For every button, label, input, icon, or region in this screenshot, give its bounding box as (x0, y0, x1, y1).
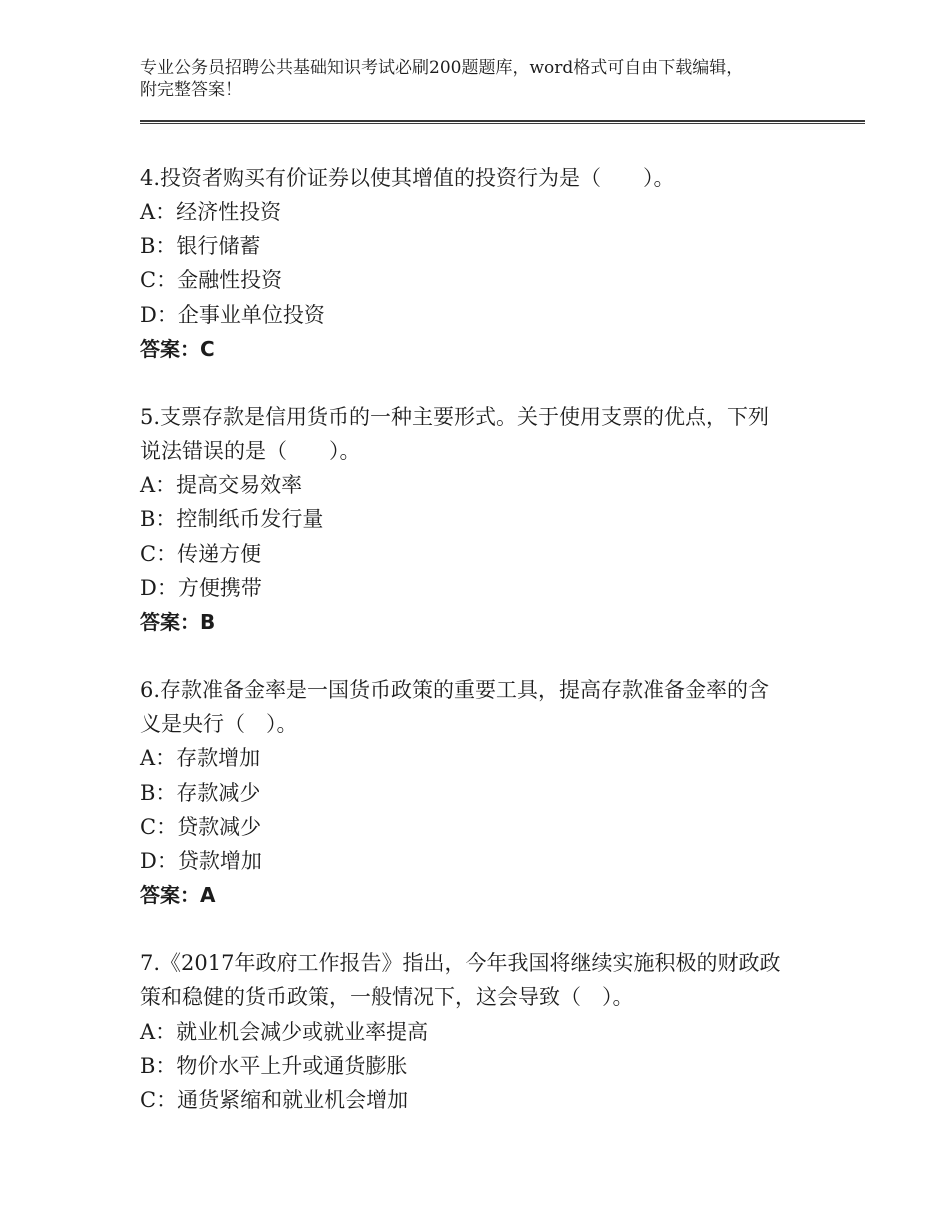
answer-line: 答案：A (140, 882, 216, 907)
option-d: D：企事业单位投资 (140, 302, 325, 327)
question-stem: 7.《2017年政府工作报告》指出，今年我国将继续实施积极的财政政 (140, 951, 781, 976)
option-d: D：方便携带 (140, 575, 262, 600)
option-a: A：提高交易效率 (140, 473, 303, 498)
option-b: B：控制纸币发行量 (140, 507, 324, 532)
question-list (140, 161, 865, 1151)
option-c: C：通货紧缩和就业机会增加 (140, 1087, 409, 1112)
option-d: D：贷款增加 (140, 848, 262, 873)
question-7 (140, 946, 865, 1117)
question-stem: 策和稳健的货币政策，一般情况下，这会导致（ ）。 (140, 985, 634, 1010)
option-b: B：存款减少 (140, 780, 261, 805)
question-6 (140, 673, 865, 912)
question-5 (140, 400, 865, 639)
question-stem: 义是央行（ ）。 (140, 712, 298, 737)
question-4 (140, 161, 865, 366)
option-c: C：传递方便 (140, 541, 262, 566)
option-c: C：贷款减少 (140, 814, 262, 839)
question-stem: 说法错误的是（ ）。 (140, 439, 361, 464)
header-line: 专业公务员招聘公共基础知识考试必刷200题题库，word格式可自由下载编辑， (140, 58, 744, 78)
question-stem: 6.存款准备金率是一国货币政策的重要工具，提高存款准备金率的含 (140, 678, 770, 703)
answer-line: 答案：C (140, 336, 215, 361)
question-stem: 4.投资者购买有价证券以使其增值的投资行为是（ ）。 (140, 166, 675, 190)
page-header (140, 57, 865, 101)
option-a: A：经济性投资 (140, 200, 282, 225)
option-c: C：金融性投资 (140, 268, 283, 293)
question-stem: 5.支票存款是信用货币的一种主要形式。关于使用支票的优点，下列 (140, 404, 770, 429)
option-b: B：银行储蓄 (140, 234, 261, 259)
option-a: A：就业机会减少或就业率提高 (140, 1019, 429, 1044)
header-line: 附完整答案！ (140, 80, 242, 100)
header-double-rule (140, 120, 865, 124)
option-a: A：存款增加 (140, 746, 261, 771)
option-b: B：物价水平上升或通货膨胀 (140, 1053, 408, 1078)
answer-line: 答案：B (140, 609, 216, 634)
